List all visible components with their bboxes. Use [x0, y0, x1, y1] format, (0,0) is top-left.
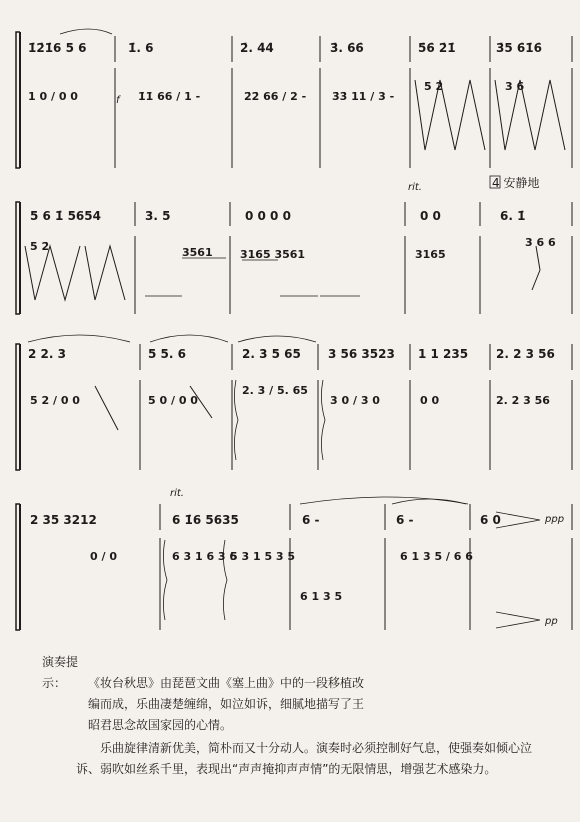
s1-m3-upper: 2̇. 4̇4̇ [240, 41, 274, 55]
dynamic-forte: f [116, 95, 120, 106]
s2-m1-upper: 5 6 1̇ 5654 [30, 209, 101, 223]
performance-tip [42, 652, 552, 780]
s3-m2-lower: 5 0 / 0 0 [148, 394, 198, 407]
s2-m5-upper: 6. 1̇ [500, 209, 526, 223]
rit-marking-1: rit. [408, 182, 422, 193]
s4-m1-upper: 2 35 3212 [30, 513, 97, 527]
s4-m3-upper: 6 - [302, 513, 320, 527]
tip-paragraph-2: 乐曲旋律清新优美，简朴而又十分动人。演奏时必须控制好气息，使强奏如倾心泣诉、弱吹如丝系千里，表现出“声声掩抑声声情”的无限情思，增强艺术感染力。 [76, 741, 533, 776]
section-label: 4 安静地 [492, 176, 540, 190]
s2-m3-lower: 3165 3561 [240, 248, 306, 261]
s4-m5-lower: 6 1 3 5 / 6 6 [400, 550, 473, 563]
s1-m3-lower: 2̇2̇ 66 / 2 - [244, 90, 307, 103]
s1-m2-lower: 1̇1̇ 66 / 1 - [138, 90, 201, 103]
s2-m2-upper: 3. 5 [145, 209, 171, 223]
s2-m4-upper: 0 0 [420, 209, 441, 223]
s3-m1-lower: 5 2 / 0 0 [30, 394, 80, 407]
s4-m3-lower: 5 3 1 5 3 5 [230, 550, 296, 563]
s1-m2-upper: 1̇. 6 [128, 41, 154, 55]
s4-m4-upper: 6 - [396, 513, 414, 527]
s3-m6-upper: 2. 2 3 56 [496, 347, 555, 361]
s2-m2-lower: 3561 [182, 246, 213, 259]
s3-m2-upper: 5 5. 6 [148, 347, 186, 361]
s1-m4-upper: 3̇. 6̇6̇ [330, 41, 364, 55]
rit-marking-2: rit. [170, 488, 184, 499]
s1-m1-lower: 1 0 / 0 0 [28, 90, 78, 103]
s1-m5-upper: 5̇6̇ 2̇1̇ [418, 41, 456, 55]
s1-m5-lower: 5 2̇ [424, 80, 444, 93]
s4-m4-lower: 6 1 3 5 [300, 590, 343, 603]
tip-line-3: 昭君思念故国家园的心情。 [88, 718, 233, 732]
s4-m5-upper: 6 0 [480, 513, 501, 527]
s2-m1-lower: 5 2̇ [30, 240, 50, 253]
s1-m4-lower: 3̇3̇ 11 / 3 - [332, 90, 395, 103]
tip-line-1: 演奏提示： 《妆台秋思》由琵琶文曲《塞上曲》中的一段移植改 [42, 652, 552, 694]
dynamic-ppp: ppp [545, 514, 565, 525]
tip-label: 演奏提示： [42, 655, 79, 690]
s3-m5-lower: 0 0 [420, 394, 440, 407]
s2-m4-lower: 3165 [415, 248, 446, 261]
s3-m6-lower: 2. 2 3 56 [496, 394, 550, 407]
s2-m3-upper: 0 0 0 0 [245, 209, 291, 223]
s3-m1-upper: 2 2. 3 [28, 347, 66, 361]
s1-m1-upper: 1̇2̇1̇6 5 6 [28, 41, 87, 55]
s1-m6-lower: 3 6 [505, 80, 525, 93]
s3-m3-lower: 2. 3 / 5. 65 [242, 384, 308, 397]
s4-m1-lower: 0 / 0 [90, 550, 117, 563]
s3-m5-upper: 1 1 235 [418, 347, 469, 361]
s3-m3-upper: 2. 3 5 65 [242, 347, 301, 361]
s1-m6-upper: 3̇5 6̇1̇6̇ [496, 41, 542, 55]
tip-line-2: 编而成，乐曲凄楚缠绵，如泣如诉，细腻地描写了王 [88, 697, 365, 711]
s4-m2-upper: 6 1̇6 5635 [172, 513, 239, 527]
s2-m5-lower: 3 6 6 [525, 236, 556, 249]
dynamic-pp: pp [545, 616, 558, 627]
s4-m2-lower: 6 3 1 6 3 6 [172, 550, 238, 563]
s3-m4-upper: 3 56 3523 [328, 347, 395, 361]
s3-m4-lower: 3 0 / 3 0 [330, 394, 380, 407]
